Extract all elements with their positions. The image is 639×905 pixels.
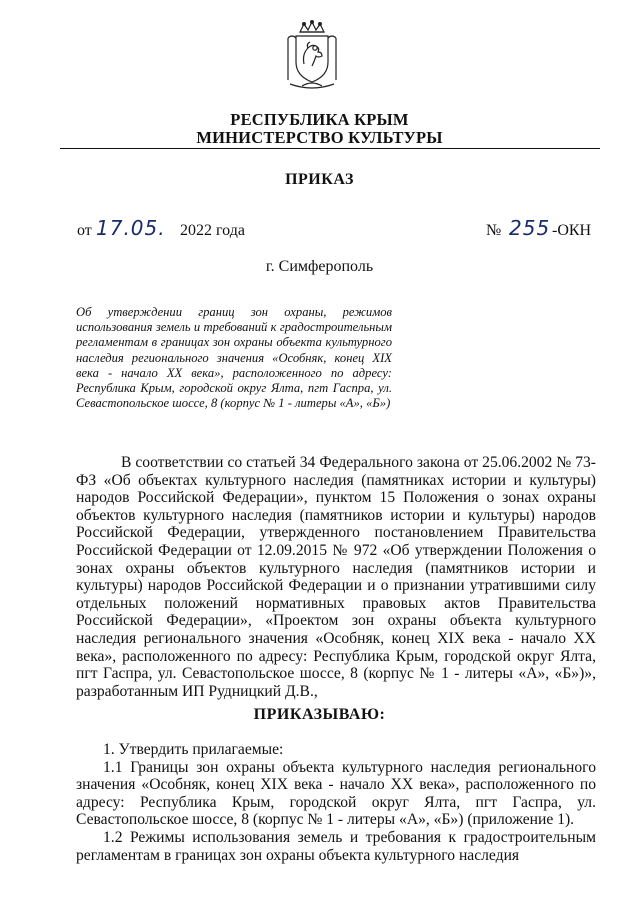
number-suffix: -ОКН xyxy=(552,222,592,239)
handwritten-date: 17.05. xyxy=(96,216,166,240)
number-prefix: № xyxy=(486,222,502,239)
city-line: г. Симферополь xyxy=(265,258,374,275)
republic-heading: РЕСПУБЛИКА КРЫМ xyxy=(230,110,409,129)
ministry-heading: МИНИСТЕРСТВО КУЛЬТУРЫ xyxy=(196,128,443,147)
order-title: ПРИКАЗ xyxy=(285,171,354,188)
order-subject: Об утверждении границ зон охраны, режимов использования земель и требований к градостроительным регламентам в границах зон охраны объекта культурного наследия регионального значения «Особняк, конец XIX века - начало XX века», расположенного по адресу: Республика Крым, городской округ Ялта, пгт Гаспра, ул. Севастопольское шоссе, 8 (корпус № 1 - литеры «А», «Б») xyxy=(76,305,392,411)
header-divider xyxy=(60,148,600,149)
decree-heading: ПРИКАЗЫВАЮ: xyxy=(253,706,386,723)
preamble-paragraph: В соответствии со статьей 34 Федерального закона от 25.06.2002 № 73-ФЗ «Об объектах культурного наследия (памятниках истории и культуры) народов Российской Федерации», пунктом 15 Положения о зонах охраны объектов культурного наследия (памятников истории и культуры) народов Российской Федерации, утвержденного постановлением Правительства Российской Федерации от 12.09.2015 № 972 «Об утверждении Положения о зонах охраны объектов культурного наследия (памятников истории и культуры) народов Российской Федерации и о признании утратившими силу отдельных положений нормативных правовых актов Правительства Российской Федерации», «Проектом зон охраны объекта культурного наследия регионального значения «Особняк, конец XIX века - начало XX века», расположенного по адресу: Республика Крым, городской округ Ялта, пгт Гаспра, ул. Севастопольское шоссе, 8 (корпус № 1 - литеры «А», «Б»)», разработанным ИП Рудницкий Д.В., xyxy=(76,454,596,700)
order-item: 1.1 Границы зон охраны объекта культурного наследия регионального значения «Особняк, конец XIX века - начало XX века», расположенного по адресу: Республика Крым, городской округ Ялта, пгт Гаспра, ул. Севастопольское шоссе, 8 (корпус № 1 - литеры «А», «Б») (приложение 1). xyxy=(76,758,596,829)
crimea-coat-of-arms-icon xyxy=(282,18,342,92)
date-prefix: от xyxy=(77,222,92,239)
preamble xyxy=(76,454,596,700)
handwritten-number: 255 xyxy=(509,216,551,240)
order-items xyxy=(76,741,596,864)
order-item: 1.2 Режимы использования земель и требования к градостроительным регламентам в границах зон охраны объекта культурного наследия xyxy=(76,828,596,864)
date-year: 2022 года xyxy=(180,222,245,239)
order-item: 1. Утвердить прилагаемые: xyxy=(103,741,284,758)
